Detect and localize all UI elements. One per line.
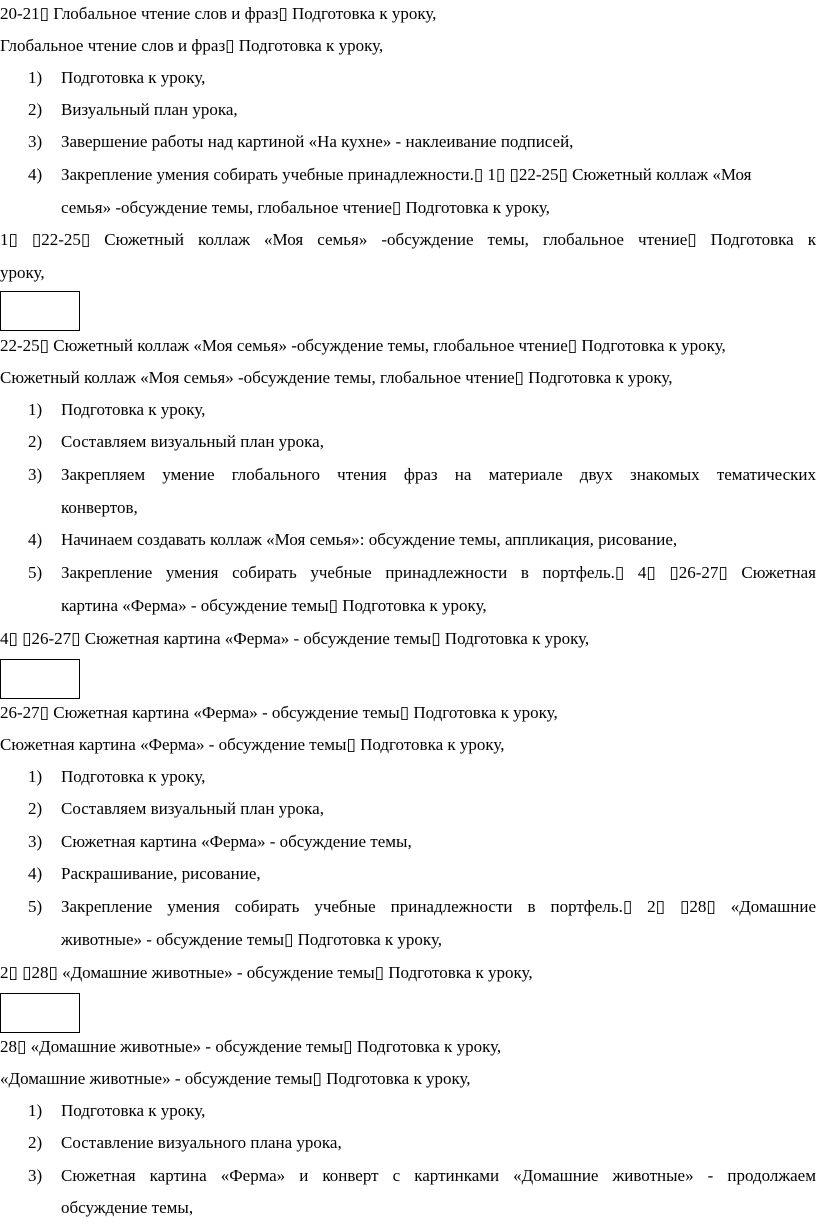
heading-line [0, 1036, 816, 1058]
list-number: 2) [28, 799, 43, 818]
list-item-continuation [0, 197, 816, 219]
list-item-continuation [0, 497, 816, 519]
list-item [0, 67, 816, 89]
list-text: семья» -обсуждение темы, глобальное чтение▯ Подготовка к уроку, [61, 198, 550, 217]
list-number: 4) [28, 165, 43, 184]
text: 2▯ ▯28▯ «Домашние животные» - обсуждение темы▯ Подготовка к уроку, [0, 963, 533, 982]
text: Сюжетный коллаж «Моя семья» -обсуждение темы, глобальное чтение▯ Подготовка к уроку, [0, 368, 673, 387]
paragraph-line [0, 262, 816, 284]
list-text: Визуальный план урока, [61, 100, 238, 119]
list-text: Закрепляем умение глобального чтения фраз на материале двух знакомых тематических [61, 465, 816, 484]
list-number: 1) [28, 68, 43, 87]
list-item [0, 1132, 816, 1154]
paragraph-line [0, 962, 816, 984]
empty-box [0, 659, 80, 699]
list-text: картина «Ферма» - обсуждение темы▯ Подготовка к уроку, [61, 596, 487, 615]
subheading-line [0, 35, 816, 57]
list-text: Завершение работы над картиной «На кухне» - наклеивание подписей, [61, 132, 574, 151]
text: 22-25▯ Сюжетный коллаж «Моя семья» -обсуждение темы, глобальное чтение▯ Подготовка к уроку, [0, 336, 726, 355]
list-text: конвертов, [61, 498, 138, 517]
list-item [0, 399, 816, 421]
text: «Домашние животные» - обсуждение темы▯ Подготовка к уроку, [0, 1069, 471, 1088]
list-number: 4) [28, 864, 43, 883]
list-text: Подготовка к уроку, [61, 68, 206, 87]
list-number: 1) [28, 767, 43, 786]
text: 1▯ ▯22-25▯ Сюжетный коллаж «Моя семья» -обсуждение темы, глобальное чтение▯ Подготовка к [0, 230, 816, 249]
list-number: 1) [28, 1101, 43, 1120]
list-text: животные» - обсуждение темы▯ Подготовка к уроку, [61, 930, 442, 949]
list-number: 5) [28, 563, 43, 582]
list-item [0, 99, 816, 121]
list-text: обсуждение темы, [61, 1198, 194, 1217]
list-text: Закрепление умения собирать учебные принадлежности в портфель.▯ 2▯ ▯28▯ «Домашние [61, 897, 816, 916]
text: 4▯ ▯26-27▯ Сюжетная картина «Ферма» - обсуждение темы▯ Подготовка к уроку, [0, 629, 590, 648]
list-item [0, 1100, 816, 1122]
list-item [0, 766, 816, 788]
list-text: Закрепление умения собирать учебные принадлежности в портфель.▯ 4▯ ▯26-27▯ Сюжетная [61, 563, 816, 582]
text: уроку, [0, 263, 45, 282]
paragraph-line [0, 229, 816, 251]
list-number: 3) [28, 1166, 43, 1185]
list-number: 3) [28, 465, 43, 484]
list-number: 2) [28, 432, 43, 451]
list-number: 1) [28, 400, 43, 419]
list-text: Подготовка к уроку, [61, 400, 206, 419]
list-item [0, 431, 816, 453]
text: Сюжетная картина «Ферма» - обсуждение темы▯ Подготовка к уроку, [0, 735, 505, 754]
list-item [0, 831, 816, 853]
list-number: 5) [28, 897, 43, 916]
text: 26-27▯ Сюжетная картина «Ферма» - обсуждение темы▯ Подготовка к уроку, [0, 703, 558, 722]
list-number: 3) [28, 832, 43, 851]
list-item [0, 529, 816, 551]
list-item [0, 562, 816, 584]
text: 28▯ «Домашние животные» - обсуждение темы▯ Подготовка к уроку, [0, 1037, 502, 1056]
paragraph-line [0, 628, 816, 650]
list-number: 2) [28, 100, 43, 119]
heading-line [0, 335, 816, 357]
list-text: Подготовка к уроку, [61, 1101, 206, 1120]
list-item-continuation [0, 1197, 816, 1219]
list-number: 2) [28, 1133, 43, 1152]
heading-line [0, 3, 816, 25]
subheading-line [0, 734, 816, 756]
list-item [0, 798, 816, 820]
list-item [0, 896, 816, 918]
list-text: Раскрашивание, рисование, [61, 864, 261, 883]
list-text: Сюжетная картина «Ферма» - обсуждение темы, [61, 832, 412, 851]
list-number: 3) [28, 132, 43, 151]
list-text: Составляем визуальный план урока, [61, 432, 324, 451]
heading-line [0, 702, 816, 724]
empty-box [0, 291, 80, 331]
list-item [0, 464, 816, 486]
list-text: Подготовка к уроку, [61, 767, 206, 786]
subheading-line [0, 1068, 816, 1090]
list-text: Составляем визуальный план урока, [61, 799, 324, 818]
list-text: Начинаем создавать коллаж «Моя семья»: обсуждение темы, аппликация, рисование, [61, 530, 678, 549]
subheading-line [0, 367, 816, 389]
list-item-continuation [0, 595, 816, 617]
list-item [0, 1165, 816, 1187]
list-item [0, 164, 816, 186]
list-text: Составление визуального плана урока, [61, 1133, 342, 1152]
list-item [0, 131, 816, 153]
list-text: Сюжетная картина «Ферма» и конверт с картинками «Домашние животные» - продолжаем [61, 1166, 816, 1185]
text: 20-21▯ Глобальное чтение слов и фраз▯ Подготовка к уроку, [0, 4, 437, 23]
list-item-continuation [0, 929, 816, 951]
empty-box [0, 993, 80, 1033]
list-number: 4) [28, 530, 43, 549]
list-text: Закрепление умения собирать учебные принадлежности.▯ 1▯ ▯22-25▯ Сюжетный коллаж «Моя [61, 165, 752, 184]
text: Глобальное чтение слов и фраз▯ Подготовка к уроку, [0, 36, 384, 55]
list-item [0, 863, 816, 885]
